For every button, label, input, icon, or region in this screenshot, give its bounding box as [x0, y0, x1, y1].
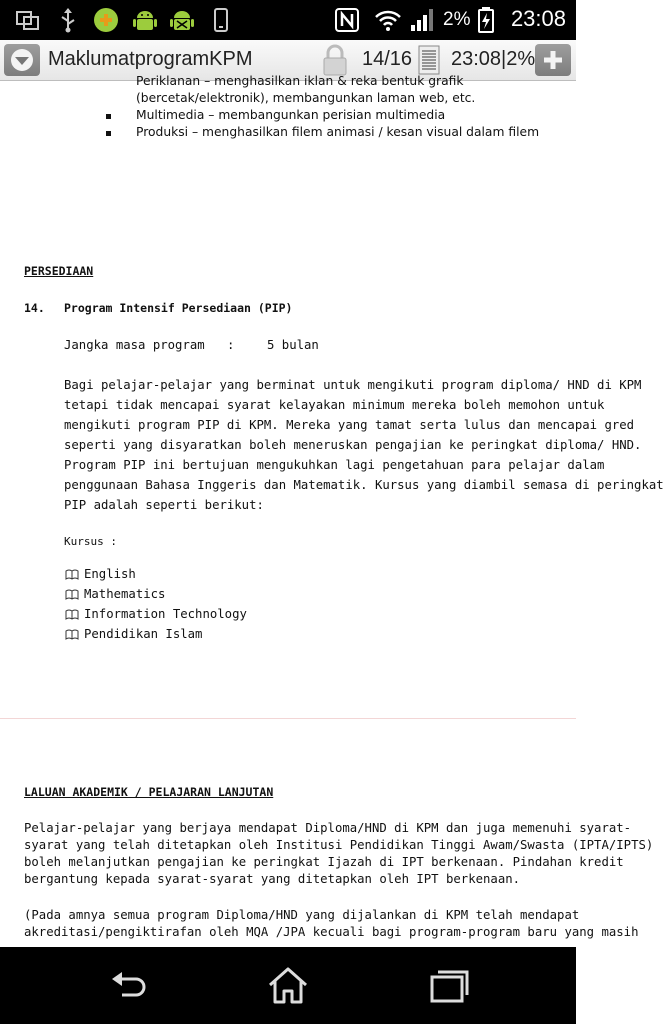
- phone-icon: [207, 6, 235, 34]
- duration-value: 5 bulan: [267, 338, 319, 352]
- book-icon: [65, 609, 79, 620]
- time-battery-readout: 23:08|2%: [451, 48, 536, 70]
- android-debug-icon: [168, 6, 196, 34]
- page-separator: [0, 718, 576, 719]
- document-title: MaklumatprogramKPM: [48, 48, 253, 70]
- paragraph-line: mengikuti program PIP di KPM. Mereka yang tamat serta lulus dan mencapai gred: [64, 418, 635, 432]
- paragraph-line: Pelajar-pelajar yang berjaya mendapat Diploma/HND di KPM dan juga memenuhi syarat-: [24, 821, 632, 835]
- bullet-text: Multimedia – membangunkan perisian multimedia: [136, 108, 446, 122]
- document-view[interactable]: [0, 74, 664, 947]
- course-item: Information Technology: [84, 607, 247, 621]
- course-item: Mathematics: [84, 587, 166, 601]
- battery-percent: 2%: [443, 9, 471, 30]
- page-indicator[interactable]: 14/16: [362, 48, 413, 70]
- menu-dropdown-icon: [4, 44, 40, 76]
- course-item: Pendidikan Islam: [84, 627, 203, 641]
- paragraph-line: boleh melanjutkan pengajian ke peringkat Ijazah di IPT berkenaan. Pindahan kredit: [24, 855, 624, 869]
- lock-icon[interactable]: [318, 42, 352, 78]
- paragraph-line: (Pada amnya semua program Diploma/HND yang dijalankan di KPM telah mendapat: [24, 908, 580, 922]
- bullet-marker: [106, 114, 111, 119]
- recent-apps-icon[interactable]: [426, 965, 470, 1005]
- bullet-text: (bercetak/elektronik), membangunkan laman web, etc.: [136, 91, 476, 105]
- paragraph-line: seperti yang disyaratkan boleh meneruskan pengajian ke peringkat diploma/ HND.: [64, 438, 642, 452]
- paragraph-line: akreditasi/pengiktirafan oleh MQA /JPA kecuali bagi program-program baru yang masih: [24, 925, 639, 939]
- duration-label: Jangka masa program: [64, 338, 205, 352]
- courses-label: Kursus :: [64, 535, 117, 548]
- duration-separator: :: [227, 338, 235, 352]
- menu-button[interactable]: [4, 44, 40, 76]
- add-button[interactable]: [535, 44, 571, 76]
- home-icon[interactable]: [266, 965, 310, 1005]
- item-title: Program Intensif Persediaan (PIP): [64, 301, 293, 315]
- usb-icon: [54, 6, 82, 34]
- plus-icon: [535, 44, 571, 76]
- signal-icon: [408, 6, 436, 34]
- paragraph-line: Program PIP ini bertujuan mengukuhkan lagi pengetahuan para pelajar dalam: [64, 458, 605, 472]
- paragraph-line: PIP adalah seperti berikut:: [64, 498, 264, 512]
- back-icon[interactable]: [106, 965, 150, 1005]
- battery-charging-icon: [472, 6, 500, 34]
- android-debug-icon: [131, 6, 159, 34]
- clock: 23:08: [510, 6, 566, 31]
- navigation-bar: [0, 947, 576, 1024]
- paragraph-line: Bagi pelajar-pelajar yang berminat untuk mengikuti program diploma/ HND di KPM: [64, 378, 642, 392]
- bullet-text: Produksi – menghasilkan filem animasi / kesan visual dalam filem: [136, 125, 540, 139]
- bullet-marker: [106, 131, 111, 136]
- wifi-icon: [374, 6, 402, 34]
- android-badge-icon: [92, 6, 120, 34]
- screen-mirror-icon: [14, 6, 42, 34]
- course-item: English: [84, 567, 136, 581]
- section-heading: LALUAN AKADEMIK / PELAJARAN LANJUTAN: [24, 785, 274, 799]
- item-number: 14.: [24, 301, 45, 315]
- bullet-text: Periklanan – menghasilkan iklan & reka bentuk grafik: [136, 74, 464, 88]
- nfc-icon: [333, 6, 361, 34]
- book-icon: [65, 589, 79, 600]
- section-heading: PERSEDIAAN: [24, 264, 94, 278]
- paragraph-line: bergantung kepada syarat-syarat yang ditetapkan oleh IPT berkenaan.: [24, 872, 521, 886]
- book-icon: [65, 629, 79, 640]
- book-icon: [65, 569, 79, 580]
- page-thumbnail-icon[interactable]: [418, 45, 440, 75]
- paragraph-line: penggunaan Bahasa Inggeris dan Matematik. Kursus yang diambil semasa di peringkat: [64, 478, 664, 492]
- paragraph-line: tetapi tidak mencapai syarat kelayakan minimum mereka boleh memohon untuk: [64, 398, 605, 412]
- paragraph-line: syarat yang telah ditetapkan oleh Institusi Pendidikan Tinggi Awam/Swasta (IPTA/IPTS): [24, 838, 654, 852]
- status-bar: [0, 0, 576, 40]
